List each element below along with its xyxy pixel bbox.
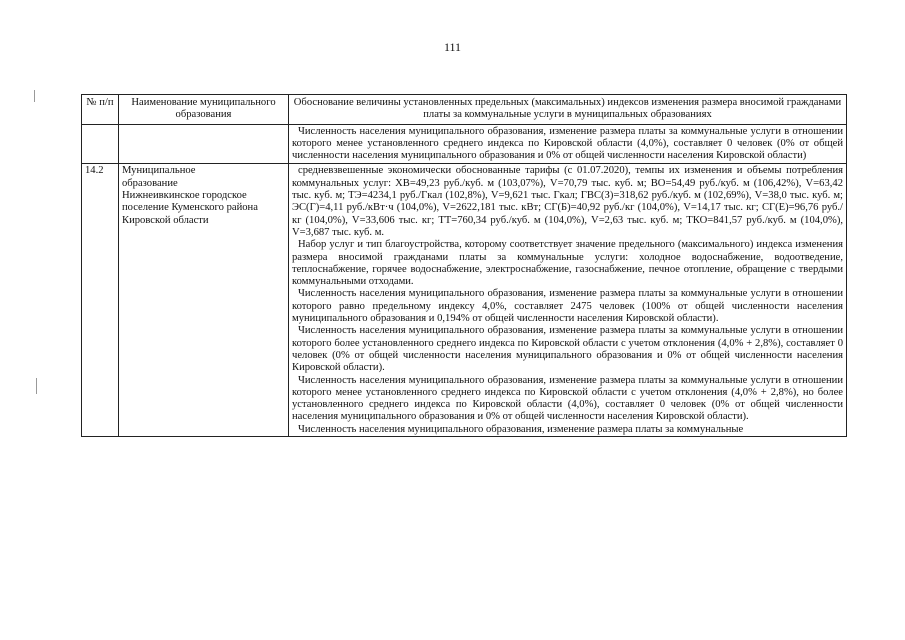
municipality-cell: Муниципальное образование Нижнеивкинское городское поселение Куменского района Кировской области [119, 164, 289, 436]
row-number-cell: 14.2 [82, 164, 119, 436]
services-paragraph: Набор услуг и тип благоустройства, которому соответствует значение предельного (максимального) индекса изменения размера вносимой гражданами платы за коммунальные услуги: холодное водоснабжение, водоотведение, теплоснабжение, горячее водоснабжение, электроснабжение, газоснабжение, печное отопление, обращение с твердыми коммунальными отходами. [292, 239, 843, 288]
header-number: № п/п [82, 95, 119, 125]
page-number: 111 [443, 40, 462, 54]
margin-mark [36, 378, 37, 394]
municipality-cell [119, 124, 289, 164]
header-justification: Обоснование величины установленных предельных (максимальных) индексов изменения размера вносимой гражданами платы за коммунальные услуги в муниципальных образованиях [289, 95, 847, 125]
row-number-cell [82, 124, 119, 164]
tariff-table [81, 94, 847, 437]
justification-cell [289, 164, 847, 436]
table-header-row [82, 95, 847, 125]
population-between-paragraph: Численность населения муниципального образования, изменение размера платы за коммунальные услуги в отношении которого менее установленного среднего индекса по Кировской области с учетом отклонения (4,0% + 2,8%), но более установленного среднего индекса по Кировской области (4,0%), составляет 0 человек (0% от общей численности населения муниципального образования и 0% от общей численности населения Кировской области). [292, 374, 843, 423]
justification-cell [289, 124, 847, 164]
paragraph: Численность населения муниципального образования, изменение размера платы за коммунальные услуги в отношении которого менее установленного среднего индекса по Кировской области (4,0%), составляет 0 человек (0% от общей численности населения муниципального образования и 0% от общей численности населения Кировской области) [292, 125, 843, 162]
header-municipality: Наименование муниципального образования [119, 95, 289, 125]
population-cut-paragraph: Численность населения муниципального образования, изменение размера платы за коммунальные [298, 423, 744, 435]
population-equal-paragraph: Численность населения муниципального образования, изменение размера платы за коммунальные услуги в отношении которого равно предельному индексу 4,0%, составляет 2475 человек (100% от общей численности населения муниципального образования и 0,194% от общей численности населения Кировской области). [292, 288, 843, 325]
margin-mark [34, 90, 35, 102]
population-above-paragraph: Численность населения муниципального образования, изменение размера платы за коммунальные услуги в отношении которого более установленного среднего индекса по Кировской области с учетом отклонения (4,0% + 2,8%), составляет 0 человек (0% от общей численности населения муниципального образования и 0% от общей численности населения Кировской области). [292, 325, 843, 374]
table-row [82, 124, 847, 164]
table-row [82, 164, 847, 436]
tariffs-paragraph: средневзвешенные экономически обоснованные тарифы (с 01.07.2020), темпы их изменения и объемы потребления коммунальных услуг: ХВ=49,23 руб./куб. м (103,07%), V=70,79 тыс. куб. м; ВО=54,49 руб./куб. м (106,42%), V=63,42 тыс. куб. м; ТЭ=4234,1 руб./Гкал (102,8%), V=9,621 тыс. Гкал; ГВС(З)=318,62 руб./куб. м (102,69%), V=38,0 тыс. куб. м; ЭС(Г)=4,11 руб./кВт·ч (104,0%), V=2622,181 тыс. кВт; СГ(Б)=40,92 руб./кг (104,0%), V=14,17 тыс. кг; СГ(Е)=96,76 руб./кг (104,0%), V=33,606 тыс. кг; ТТ=760,34 руб./куб. м (104,0%), V=2,63 тыс. куб. м; ТКО=841,57 руб./куб. м (104,0%), V=3,687 тыс. куб. м. [292, 165, 843, 238]
